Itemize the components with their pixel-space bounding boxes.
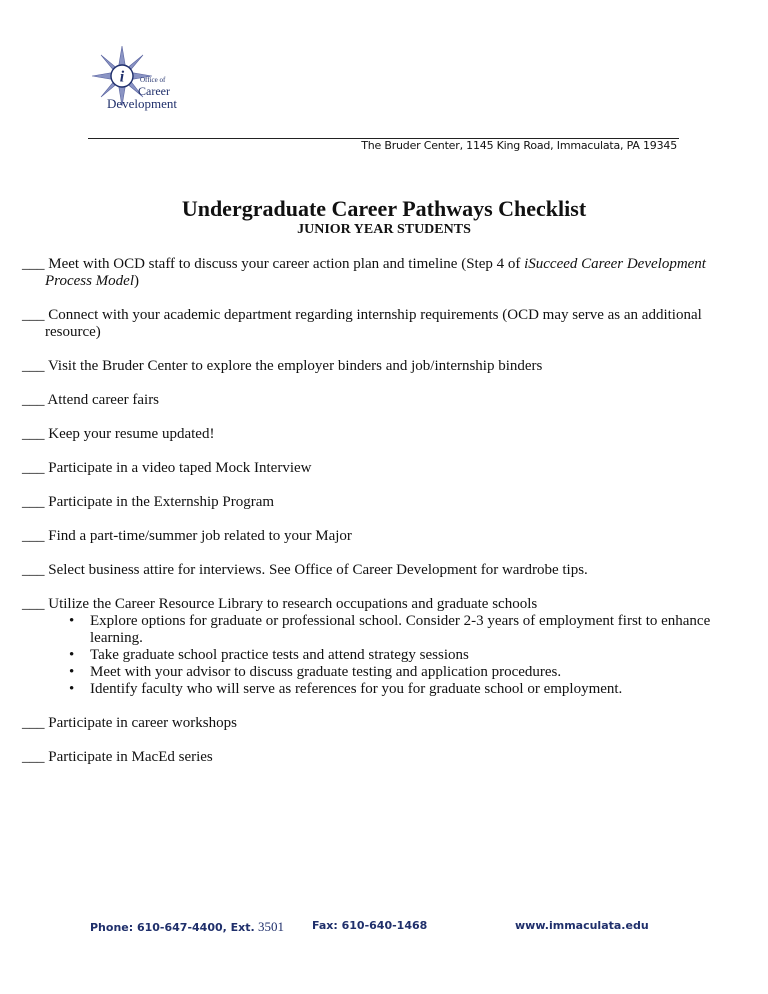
- blank-line: ___: [22, 494, 45, 510]
- checklist-item: ___ Attend career fairs: [22, 392, 160, 408]
- bullet-icon: •: [69, 613, 75, 629]
- model-name: iSucceed Career Development Process Model: [45, 256, 706, 289]
- checklist-item: ___ Keep your resume updated!: [22, 426, 215, 442]
- blank-line: ___: [22, 392, 45, 408]
- blank-line: ___: [22, 307, 45, 323]
- sub-bullet: • Meet with your advisor to discuss graduate testing and application procedures.: [69, 664, 562, 680]
- page-title: Undergraduate Career Pathways Checklist: [181, 196, 587, 221]
- checklist-item: ___ Participate in career workshops: [22, 715, 237, 731]
- blank-line: ___: [22, 596, 45, 612]
- footer-phone: Phone: 610-647-4400, Ext. 3501: [90, 919, 284, 934]
- logo-line-2: Career: [138, 84, 170, 98]
- checklist-item: ___ Participate in the Externship Program: [22, 494, 275, 510]
- sub-bullet: • Identify faculty who will serve as references for you for graduate school or employment.: [69, 681, 623, 697]
- blank-line: ___: [22, 715, 45, 731]
- blank-line: ___: [22, 749, 45, 765]
- sub-bullet: • Take graduate school practice tests and attend strategy sessions: [69, 647, 469, 663]
- bullet-icon: •: [69, 647, 75, 663]
- checklist-item: ___ Visit the Bruder Center to explore the employer binders and job/internship binders: [22, 358, 543, 374]
- blank-line: ___: [22, 562, 45, 578]
- blank-line: ___: [22, 460, 45, 476]
- logo-text: [106, 77, 177, 110]
- bullet-icon: •: [69, 681, 75, 697]
- sub-bullet: • Explore options for graduate or professional school. Consider 2-3 years of employment first to enhance learning.: [69, 613, 711, 646]
- address: The Bruder Center, 1145 King Road, Immaculata, PA 19345: [361, 139, 677, 152]
- bullet-icon: •: [69, 664, 75, 680]
- footer-website-link[interactable]: www.immaculata.edu: [515, 919, 649, 932]
- checklist-item: ___ Connect with your academic department regarding internship requirements (OCD may serve as an additional resource): [22, 307, 702, 340]
- page-subtitle: JUNIOR YEAR STUDENTS: [297, 222, 471, 237]
- logo-line-1: Office of: [140, 76, 166, 84]
- logo-line-3: Development: [107, 96, 178, 111]
- checklist-item: ___ Find a part-time/summer job related to your Major: [22, 528, 352, 544]
- blank-line: ___: [22, 256, 45, 272]
- checklist-item: ___ Participate in a video taped Mock Interview: [22, 460, 312, 476]
- logo: [92, 46, 202, 116]
- checklist-item: ___ Participate in MacEd series: [22, 749, 213, 765]
- blank-line: ___: [22, 528, 45, 544]
- footer-fax: Fax: 610-640-1468: [312, 919, 428, 932]
- blank-line: ___: [22, 358, 45, 374]
- sub-bullet-list: [45, 613, 722, 698]
- checklist-item: ___ Select business attire for interviews. See Office of Career Development for wardrobe tips.: [22, 562, 588, 578]
- logo-mark-letter: i: [119, 68, 125, 86]
- checklist-item: ___ Utilize the Career Resource Library to research occupations and graduate schools • Explore options for graduate or professional school. Consider 2-3 years of employment first to enhance learning. • Take graduate school practice tests and attend strategy sessions • Meet with your advisor to discuss graduate testing and application procedures. • Identify faculty who will serve as references for you for graduate school or employment.: [22, 596, 722, 698]
- checklist-item: ___ Meet with OCD staff to discuss your career action plan and timeline (Step 4 of iSucceed Career Development Process Model): [22, 256, 706, 289]
- checklist: [22, 256, 722, 783]
- blank-line: ___: [22, 426, 45, 442]
